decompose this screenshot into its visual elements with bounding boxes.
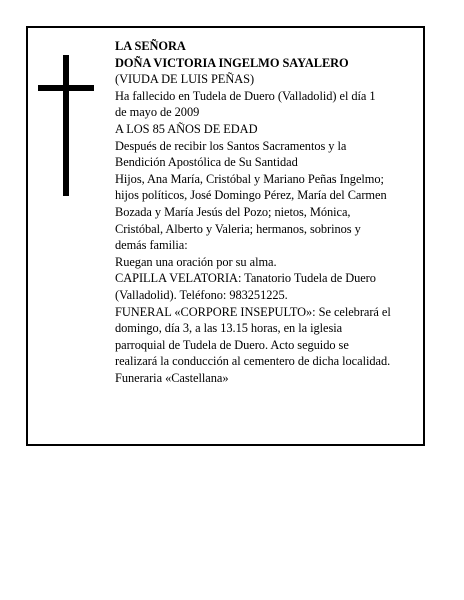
death-info-line-1: Ha fallecido en Tudela de Duero (Valladolid) el día 1	[115, 88, 376, 103]
chapel-line-2: (Valladolid). Teléfono: 983251225.	[115, 287, 288, 302]
chapel-line-1: CAPILLA VELATORIA: Tanatorio Tudela de Duero	[115, 271, 376, 286]
family-line-2: hijos políticos, José Domingo Pérez, María del Carmen	[115, 188, 387, 203]
funeral-home: Funeraria «Castellana»	[115, 370, 229, 385]
death-info-line-2: de mayo de 2009	[115, 105, 200, 120]
sacraments-line-1: Después de recibir los Santos Sacramentos y la	[115, 138, 347, 153]
deceased-name: DOÑA VICTORIA INGELMO SAYALERO	[115, 55, 349, 70]
funeral-line-4: realizará la conducción al cementero de dicha localidad.	[115, 354, 391, 369]
funeral-line-2: domingo, día 3, a las 13.15 horas, en la iglesia	[115, 321, 343, 336]
funeral-line-3: parroquial de Tudela de Duero. Acto seguido se	[115, 337, 349, 352]
cross-horizontal-bar	[38, 85, 94, 91]
age-at-death: A LOS 85 AÑOS DE EDAD	[115, 121, 258, 136]
family-line-4: Cristóbal, Alberto y Valeria; hermanos, sobrinos y	[115, 221, 361, 236]
family-line-1: Hijos, Ana María, Cristóbal y Mariano Peñas Ingelmo;	[115, 171, 384, 186]
prayer-request: Ruegan una oración por su alma.	[115, 254, 277, 269]
widow-of: (VIUDA DE LUIS PEÑAS)	[115, 72, 255, 87]
family-line-5: demás familia:	[115, 238, 188, 253]
cross-vertical-bar	[63, 55, 69, 196]
sacraments-line-2: Bendición Apostólica de Su Santidad	[115, 155, 298, 170]
obituary-text	[115, 38, 425, 386]
notice-title: LA SEÑORA	[115, 39, 186, 53]
family-line-3: Bozada y María Jesús del Pozo; nietos, Mónica,	[115, 204, 351, 219]
funeral-line-1: FUNERAL «CORPORE INSEPULTO»: Se celebrará el	[115, 304, 391, 319]
